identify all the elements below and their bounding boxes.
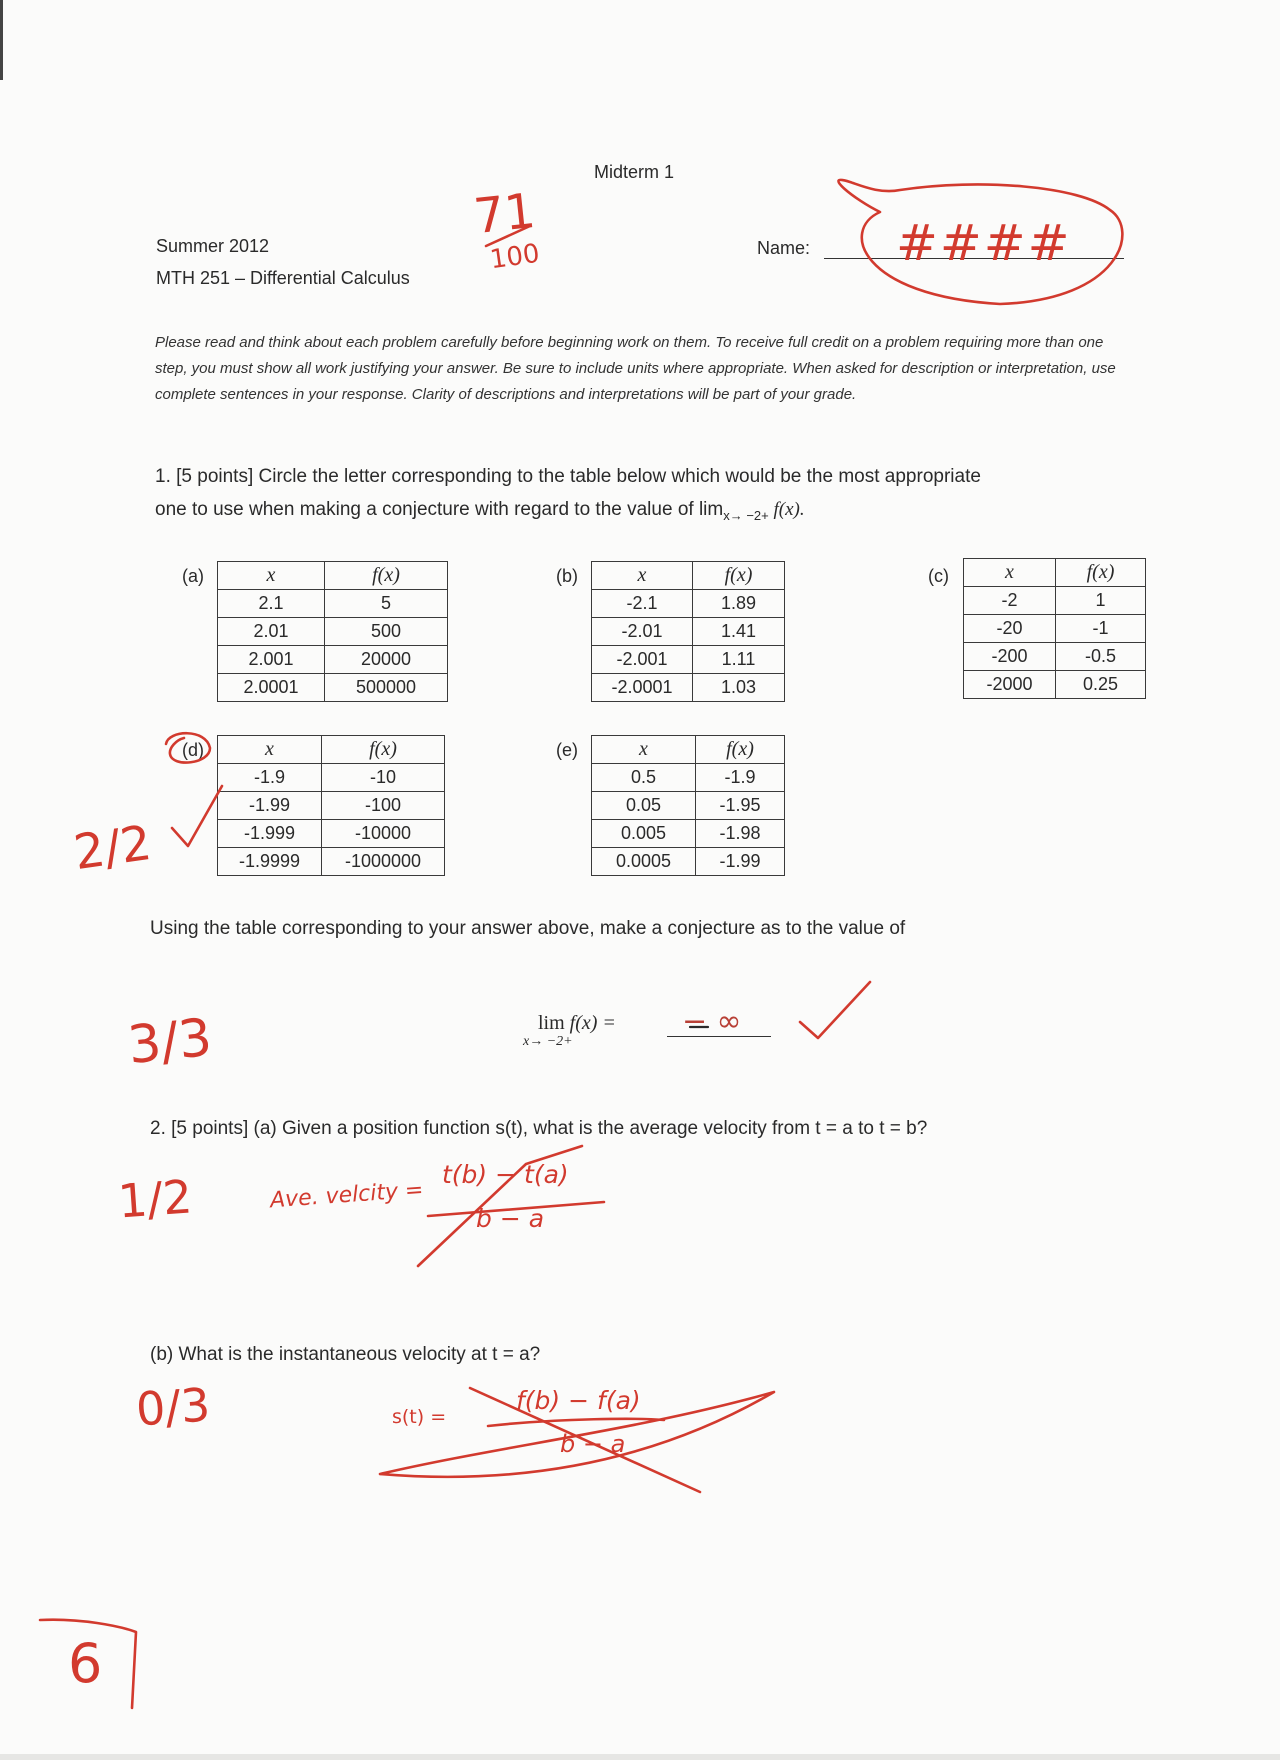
- table-cell: -10: [322, 764, 445, 792]
- table-cell: -1.999: [218, 820, 322, 848]
- table-cell: 500000: [325, 674, 448, 702]
- q2a-prompt: 2. [5 points] (a) Given a position function s(t), what is the average velocity from t = a to t = b?: [150, 1118, 928, 1139]
- table-cell: -20: [964, 615, 1056, 643]
- table-cell: 2.0001: [218, 674, 325, 702]
- table-c-col-f: f(x): [1056, 559, 1146, 587]
- exam-term: Summer 2012: [156, 236, 270, 256]
- table-cell: -2.1: [592, 590, 693, 618]
- table-cell: 5: [325, 590, 448, 618]
- name-redaction: ####: [896, 214, 1072, 272]
- table-b-label: (b): [556, 566, 578, 586]
- table-cell: -1000000: [322, 848, 445, 876]
- table-cell: -1.9: [696, 764, 785, 792]
- table-cell: 2.01: [218, 618, 325, 646]
- conjecture-prompt: Using the table corresponding to your answer above, make a conjecture as to the value of: [150, 918, 906, 939]
- table-cell: 2.001: [218, 646, 325, 674]
- limit-lim: lim: [538, 1012, 565, 1034]
- table-cell: -200: [964, 643, 1056, 671]
- score-fraction-slash: [486, 226, 530, 246]
- table-cell: -1.9: [218, 764, 322, 792]
- score-top: 71: [471, 182, 538, 246]
- ave-velocity-denominator: b − a: [476, 1204, 545, 1233]
- table-cell: 0.05: [592, 792, 696, 820]
- page-total-mark: [40, 1620, 136, 1708]
- page-total-score: 6: [68, 1632, 103, 1695]
- table-d-col-x: x: [218, 736, 322, 764]
- table-cell: 0.005: [592, 820, 696, 848]
- score-q2b: 0/3: [134, 1377, 212, 1437]
- table-cell: -100: [322, 792, 445, 820]
- table-cell: -1.99: [218, 792, 322, 820]
- inst-strike-long: [380, 1392, 774, 1477]
- table-e-col-x: x: [592, 736, 696, 764]
- table-e-col-f: f(x): [696, 736, 785, 764]
- table-cell: -10000: [322, 820, 445, 848]
- table-cell: -2.001: [592, 646, 693, 674]
- q1-lim-sub: x→ −2+: [723, 507, 769, 523]
- table-cell: -1.9999: [218, 848, 322, 876]
- table-cell: 500: [325, 618, 448, 646]
- course-title: MTH 251 – Differential Calculus: [156, 268, 410, 288]
- limit-rhs: f(x) =: [564, 1012, 616, 1034]
- table-cell: -1.98: [696, 820, 785, 848]
- exam-title: Midterm 1: [594, 162, 675, 182]
- table-cell: -0.5: [1056, 643, 1146, 671]
- table-cell: 1: [1056, 587, 1146, 615]
- table-d-col-f: f(x): [322, 736, 445, 764]
- table-cell: 0.0005: [592, 848, 696, 876]
- check-q1-table: [172, 786, 222, 846]
- table-cell: 1.11: [693, 646, 785, 674]
- name-label: Name:: [757, 238, 811, 258]
- table-a-col-f: f(x): [325, 562, 448, 590]
- answer-d-circle: [166, 733, 210, 762]
- table-b-col-x: x: [592, 562, 693, 590]
- table-c-label: (c): [928, 566, 949, 586]
- table-b-col-f: f(x): [693, 562, 785, 590]
- table-a-label: (a): [182, 566, 204, 586]
- table-cell: 0.5: [592, 764, 696, 792]
- ave-fraction-bar: [428, 1202, 604, 1216]
- table-cell: -1.95: [696, 792, 785, 820]
- inst-velocity-denominator: b − a: [560, 1430, 626, 1458]
- table-cell: 1.41: [693, 618, 785, 646]
- q1-line-2-text: one to use when making a conjecture with regard to the value of lim: [155, 499, 724, 520]
- table-a-col-x: x: [218, 562, 325, 590]
- table-cell: 20000: [325, 646, 448, 674]
- limit-subscript: x→ −2+: [523, 1034, 573, 1049]
- table-cell: -2.0001: [592, 674, 693, 702]
- ave-velocity-numerator: t(b) − t(a): [442, 1160, 569, 1189]
- table-cell: 0.25: [1056, 671, 1146, 699]
- table-cell: -2: [964, 587, 1056, 615]
- table-e-label: (e): [556, 740, 578, 760]
- table-cell: 1.03: [693, 674, 785, 702]
- name-redaction-bubble: [838, 180, 1122, 304]
- inst-strike-diagonal: [470, 1388, 700, 1492]
- q1-fx: f(x).: [768, 499, 805, 520]
- table-cell: 2.1: [218, 590, 325, 618]
- table-d-label: (d): [182, 740, 204, 760]
- table-cell: -2.01: [592, 618, 693, 646]
- q2b-prompt: (b) What is the instantaneous velocity at t = a?: [150, 1344, 541, 1365]
- q1-line-1: 1. [5 points] Circle the letter corresponding to the table below which would be the most appropriate: [155, 466, 981, 487]
- ave-velocity-label: Ave. velcity =: [269, 1177, 425, 1214]
- instructions: Please read and think about each problem carefully before beginning work on them. To receive full credit on a problem requiring more than one step, you must show all work justifying your answer. Be sure to include units where appropriate. When asked for description or interpretation, use complete sentences in your response. Clarity of descriptions and interpretations will be part of your grade.: [155, 334, 1116, 403]
- inst-velocity-label: s(t) =: [392, 1406, 447, 1428]
- table-cell: -1: [1056, 615, 1146, 643]
- table-cell: -2000: [964, 671, 1056, 699]
- score-q1-table: 2/2: [70, 814, 155, 882]
- inst-velocity-numerator: f(b) − f(a): [516, 1386, 641, 1415]
- check-q1-limit: [800, 982, 870, 1038]
- table-cell: -1.99: [696, 848, 785, 876]
- table-cell: 1.89: [693, 590, 785, 618]
- score-q2a: 1/2: [116, 1169, 194, 1229]
- score-total: 100: [488, 238, 542, 276]
- table-c-col-x: x: [964, 559, 1056, 587]
- limit-answer: − ∞: [682, 1004, 742, 1039]
- score-q1-limit: 3/3: [125, 1007, 215, 1077]
